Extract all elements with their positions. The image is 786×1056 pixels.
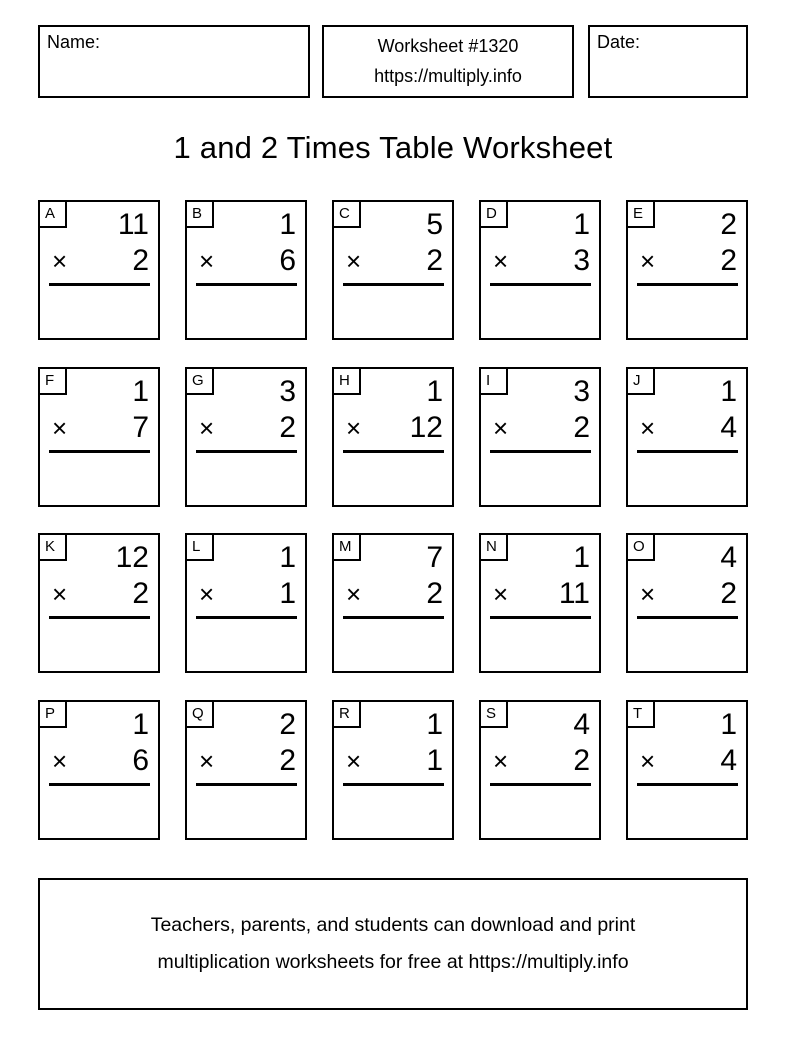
- problem-box: [38, 533, 160, 673]
- multiplier-value: 4: [720, 743, 737, 777]
- multiply-sign-icon: ×: [493, 745, 509, 776]
- multiplicand-value: 5: [426, 208, 443, 241]
- multiply-sign-icon: ×: [52, 745, 68, 776]
- problem-box: [626, 367, 748, 507]
- page-title: 1 and 2 Times Table Worksheet: [173, 130, 613, 165]
- multiply-sign-icon: ×: [52, 579, 68, 609]
- multiplicand-value: 4: [720, 541, 737, 574]
- multiplicand-value: 3: [279, 374, 296, 408]
- problem-letter-label: I: [481, 369, 508, 395]
- answer-blank-space: [40, 619, 158, 669]
- problem-box: [626, 200, 748, 340]
- problem-letter-label: A: [40, 202, 67, 228]
- answer-blank-space: [40, 286, 158, 336]
- footer-text-line1: Teachers, parents, and students can download and print: [150, 914, 636, 936]
- multiplicand-value: 4: [573, 707, 590, 741]
- multiply-sign-icon: ×: [199, 246, 215, 276]
- problem-box: [38, 200, 160, 340]
- worksheet-info-box: [322, 25, 574, 98]
- answer-blank-space: [334, 286, 452, 336]
- multiply-sign-icon: ×: [640, 412, 656, 443]
- multiply-sign-icon: ×: [493, 412, 509, 443]
- multiplier-value: 1: [426, 743, 443, 777]
- multiply-sign-icon: ×: [640, 579, 656, 609]
- multiplier-value: 2: [132, 244, 149, 277]
- multiplicand-value: 1: [132, 374, 149, 408]
- problem-letter-label: J: [628, 369, 655, 395]
- multiplicand-value: 1: [573, 541, 590, 574]
- answer-blank-space: [187, 453, 305, 503]
- problem-box: [626, 700, 748, 840]
- operator-row: [40, 743, 158, 779]
- multiplier-value: 2: [573, 410, 590, 444]
- problem-letter-label: R: [334, 702, 361, 728]
- problem-letter-label: M: [334, 535, 361, 561]
- answer-blank-space: [187, 286, 305, 336]
- problem-box: [479, 533, 601, 673]
- problem-box: [185, 700, 307, 840]
- multiply-sign-icon: ×: [346, 579, 362, 609]
- problem-box: [185, 533, 307, 673]
- multiplier-value: 12: [409, 410, 443, 444]
- answer-blank-space: [40, 786, 158, 836]
- problem-letter-label: F: [40, 369, 67, 395]
- name-label: Name:: [47, 32, 101, 52]
- answer-blank-space: [628, 786, 746, 836]
- problem-box: [332, 533, 454, 673]
- operator-row: [481, 743, 599, 779]
- multiplicand-value: 1: [132, 707, 149, 741]
- multiplier-value: 2: [573, 743, 590, 777]
- operator-row: [334, 410, 452, 446]
- answer-blank-space: [628, 619, 746, 669]
- operator-row: [628, 243, 746, 279]
- operator-row: [481, 576, 599, 612]
- answer-blank-space: [334, 786, 452, 836]
- name-box: [38, 25, 310, 98]
- multiply-sign-icon: ×: [52, 412, 68, 443]
- multiplicand-value: 2: [720, 208, 737, 241]
- problem-letter-label: O: [628, 535, 655, 561]
- answer-blank-space: [628, 453, 746, 503]
- answer-blank-space: [481, 786, 599, 836]
- operator-row: [481, 410, 599, 446]
- multiplier-value: 2: [426, 577, 443, 610]
- multiplier-value: 2: [279, 743, 296, 777]
- multiplicand-value: 1: [279, 541, 296, 574]
- multiply-sign-icon: ×: [52, 246, 68, 276]
- operator-row: [187, 576, 305, 612]
- multiplier-value: 2: [279, 410, 296, 444]
- problem-letter-label: L: [187, 535, 214, 561]
- problem-letter-label: Q: [187, 702, 214, 728]
- problem-box: [38, 367, 160, 507]
- multiplicand-value: 1: [426, 374, 443, 408]
- operator-row: [628, 410, 746, 446]
- operator-row: [628, 576, 746, 612]
- multiplicand-value: 1: [720, 374, 737, 408]
- operator-row: [187, 243, 305, 279]
- operator-row: [187, 743, 305, 779]
- multiplier-value: 7: [132, 410, 149, 444]
- answer-blank-space: [40, 453, 158, 503]
- problem-box: [332, 200, 454, 340]
- multiply-sign-icon: ×: [346, 412, 362, 443]
- multiplier-value: 6: [132, 743, 149, 777]
- multiply-sign-icon: ×: [199, 745, 215, 776]
- multiply-sign-icon: ×: [346, 246, 362, 276]
- operator-row: [481, 243, 599, 279]
- answer-blank-space: [628, 286, 746, 336]
- multiplier-value: 4: [720, 410, 737, 444]
- multiplier-value: 1: [279, 577, 296, 610]
- multiplier-value: 6: [279, 244, 296, 277]
- multiplicand-value: 1: [720, 707, 737, 741]
- operator-row: [334, 576, 452, 612]
- answer-blank-space: [481, 286, 599, 336]
- problem-letter-label: P: [40, 702, 67, 728]
- problem-letter-label: S: [481, 702, 508, 728]
- operator-row: [187, 410, 305, 446]
- operator-row: [334, 743, 452, 779]
- problem-letter-label: T: [628, 702, 655, 728]
- problem-letter-label: E: [628, 202, 655, 228]
- problem-letter-label: N: [481, 535, 508, 561]
- multiplier-value: 2: [720, 244, 737, 277]
- problem-box: [626, 533, 748, 673]
- multiply-sign-icon: ×: [493, 246, 509, 276]
- footer-text-line2: multiplication worksheets for free at https://multiply.info: [157, 951, 629, 973]
- operator-row: [40, 243, 158, 279]
- multiplicand-value: 12: [115, 541, 149, 574]
- problem-box: [479, 700, 601, 840]
- operator-row: [40, 576, 158, 612]
- answer-blank-space: [187, 786, 305, 836]
- date-box: [588, 25, 748, 98]
- problem-letter-label: B: [187, 202, 214, 228]
- problem-box: [38, 700, 160, 840]
- problem-letter-label: G: [187, 369, 214, 395]
- multiplicand-value: 1: [279, 208, 296, 241]
- worksheet-url: https://multiply.info: [374, 66, 522, 86]
- multiplicand-value: 1: [573, 208, 590, 241]
- multiplier-value: 11: [558, 577, 590, 610]
- multiplicand-value: 11: [117, 208, 149, 241]
- multiply-sign-icon: ×: [640, 246, 656, 276]
- date-label: Date:: [597, 32, 641, 52]
- operator-row: [40, 410, 158, 446]
- problem-box: [479, 367, 601, 507]
- multiplier-value: 2: [132, 577, 149, 610]
- problem-letter-label: H: [334, 369, 361, 395]
- problem-letter-label: K: [40, 535, 67, 561]
- problem-letter-label: D: [481, 202, 508, 228]
- multiply-sign-icon: ×: [346, 745, 362, 776]
- answer-blank-space: [334, 453, 452, 503]
- answer-blank-space: [481, 453, 599, 503]
- multiplicand-value: 3: [573, 374, 590, 408]
- answer-blank-space: [334, 619, 452, 669]
- multiplicand-value: 2: [279, 707, 296, 741]
- problems-grid: [38, 200, 748, 840]
- worksheet-number: Worksheet #1320: [377, 36, 519, 56]
- multiplicand-value: 1: [426, 707, 443, 741]
- multiply-sign-icon: ×: [493, 579, 509, 609]
- operator-row: [334, 243, 452, 279]
- answer-blank-space: [481, 619, 599, 669]
- multiplicand-value: 7: [426, 541, 443, 574]
- multiplier-value: 3: [573, 244, 590, 277]
- problem-box: [185, 200, 307, 340]
- multiply-sign-icon: ×: [640, 745, 656, 776]
- problem-box: [479, 200, 601, 340]
- problem-box: [332, 367, 454, 507]
- answer-blank-space: [187, 619, 305, 669]
- footer-box: [38, 878, 748, 1010]
- multiply-sign-icon: ×: [199, 579, 215, 609]
- problem-box: [332, 700, 454, 840]
- multiply-sign-icon: ×: [199, 412, 215, 443]
- multiplier-value: 2: [720, 577, 737, 610]
- operator-row: [628, 743, 746, 779]
- multiplier-value: 2: [426, 244, 443, 277]
- problem-box: [185, 367, 307, 507]
- problem-letter-label: C: [334, 202, 361, 228]
